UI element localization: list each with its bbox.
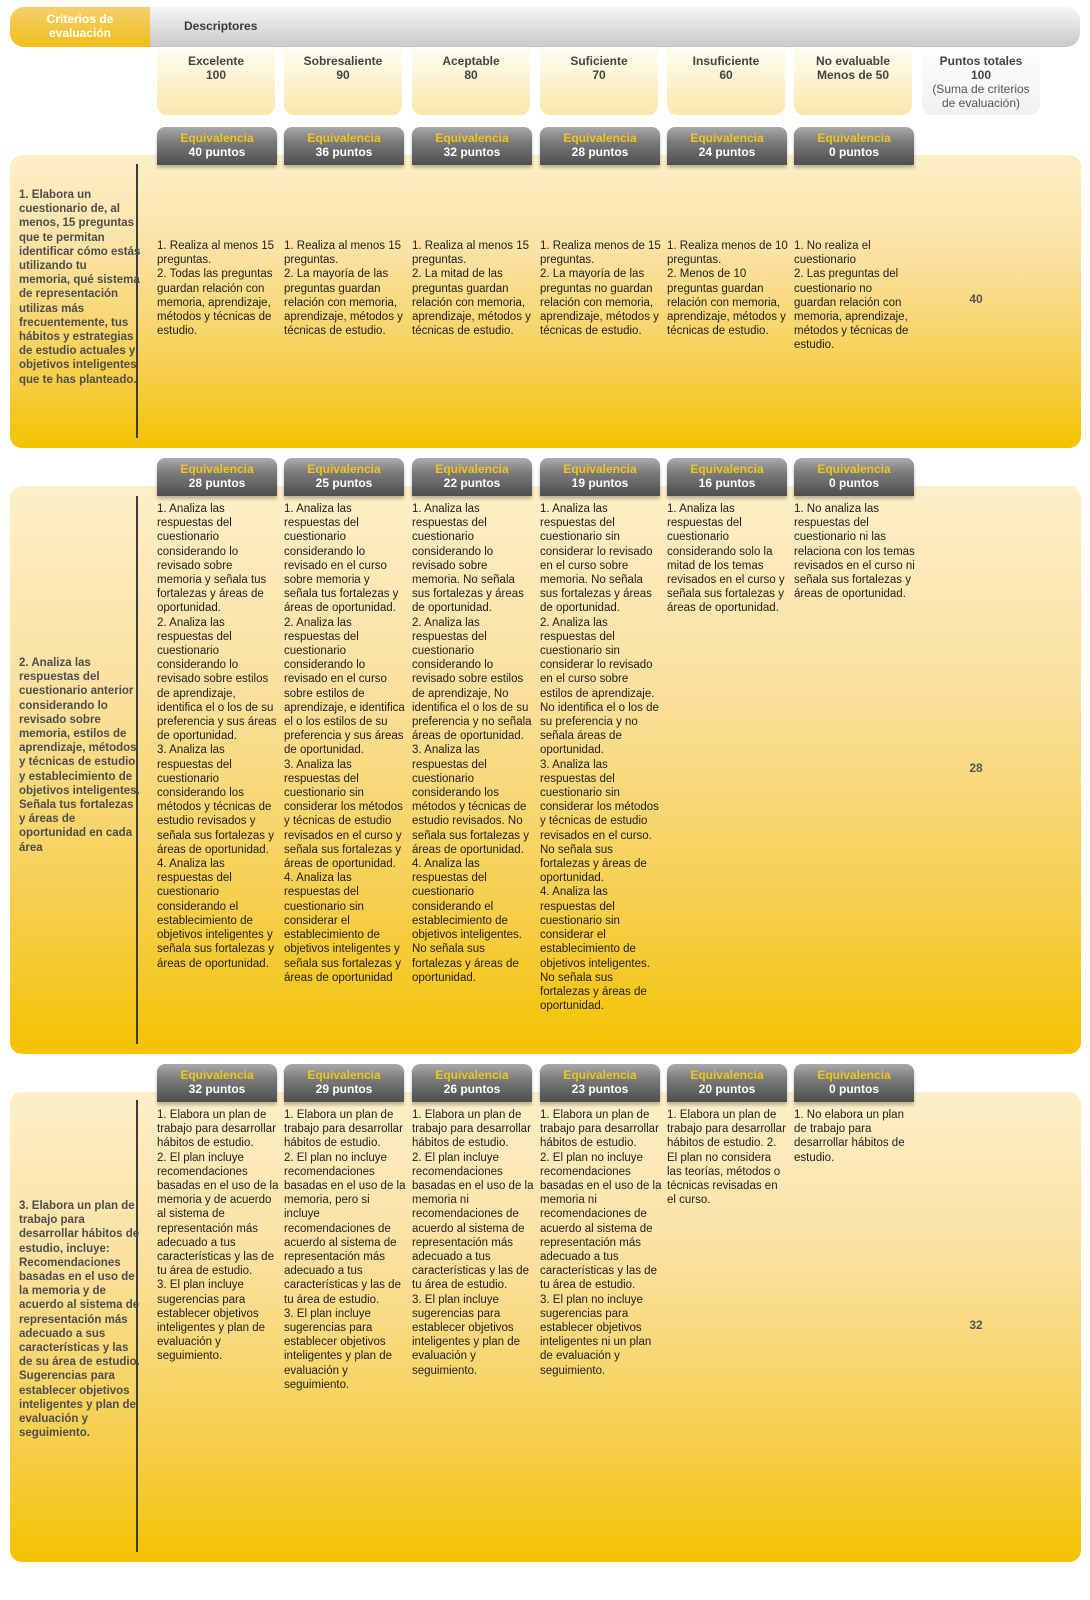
descriptor-cell: 1. No analiza las respuestas del cuestionario ni las relaciona con los temas revisados en el curso ni señala sus fortalezas y áreas de oportunidad. [794, 503, 915, 601]
equivalence-points: 36 puntos [315, 145, 373, 159]
descriptors-header-label: Descriptores [184, 19, 258, 33]
equivalence-points: 24 puntos [698, 145, 756, 159]
equivalence-tab [157, 127, 277, 165]
equivalence-points: 19 puntos [571, 476, 629, 490]
criterion-text: 3. Elabora un plan de trabajo para desarrollar hábitos de estudio, incluye: Recomendaciones basadas en el uso de la memoria y de acuerdo al sistema de representación más adecuado a sus características y las de su área de estudio. Sugerencias para establecer objetivos inteligentes y plan de evaluación y seguimiento. [19, 1200, 140, 1440]
equivalence-points: 32 puntos [188, 1082, 246, 1096]
equivalence-tab [794, 127, 914, 165]
descriptor-cell: 1. Realiza menos de 15 preguntas. 2. La mayoría de las preguntas no guardan relación con memoria, aprendizaje, métodos y técnicas de estudio. [540, 240, 661, 338]
level-name: Aceptable [442, 54, 500, 68]
equivalence-tab [284, 127, 404, 165]
level-name: Suficiente [570, 54, 628, 68]
descriptor-cell: 1. Realiza al menos 15 preguntas. 2. La mitad de las preguntas guardan relación con memoria, aprendizaje, métodos y técnicas de estudio. [412, 240, 531, 338]
equivalence-points: 28 puntos [571, 145, 629, 159]
equivalence-tab [284, 458, 404, 496]
level-name: Sobresaliente [303, 54, 383, 68]
criterion-text: 2. Analiza las respuestas del cuestionario anterior considerando lo revisado sobre memoria, estilos de aprendizaje, métodos y técnicas de estudio y establecimiento de objetivos inteligentes. Señala tus fortalezas y áreas de oportunidad en cada área [19, 657, 140, 854]
descriptor-cell: 1. Realiza al menos 15 preguntas. 2. Todas las preguntas guardan relación con memoria, aprendizaje, métodos y técnicas de estudio. [157, 240, 274, 338]
equivalence-label: Equivalencia [563, 1068, 637, 1082]
equivalence-points: 28 puntos [188, 476, 246, 490]
equivalence-points: 20 puntos [698, 1082, 756, 1096]
equivalence-tab [412, 127, 532, 165]
descriptor-cell: 1. Elabora un plan de trabajo para desarrollar hábitos de estudio. 2. El plan no considera las teorías, métodos o técnicas revisadas en el curso. [667, 1109, 786, 1207]
equivalence-label: Equivalencia [563, 131, 637, 145]
equivalence-points: 16 puntos [698, 476, 756, 490]
equivalence-tab [794, 458, 914, 496]
equivalence-tab [157, 1064, 277, 1102]
equivalence-tab [540, 1064, 660, 1102]
descriptor-cell: 1. Elabora un plan de trabajo para desarrollar hábitos de estudio. 2. El plan no incluye recomendaciones basadas en el uso de la memoria, pero si incluye recomendaciones de acuerdo al sistema de representación más adecuado a tus características y las de tu área de estudio. 3. El plan incluye sugerencias para establecer objetivos inteligentes y plan de evaluación y seguimiento. [284, 1109, 406, 1391]
level-name: No evaluable [815, 54, 891, 68]
equivalence-points: 25 puntos [315, 476, 373, 490]
descriptor-cell: 1. Realiza al menos 15 preguntas. 2. La mayoría de las preguntas guardan relación con memoria, aprendizaje, métodos y técnicas de estudio. [284, 240, 403, 338]
equivalence-tab [412, 1064, 532, 1102]
equivalence-points: 0 puntos [829, 145, 879, 159]
equivalence-points: 29 puntos [315, 1082, 373, 1096]
equivalence-points: 22 puntos [443, 476, 501, 490]
equivalence-tab [667, 1064, 787, 1102]
level-value: 100 [205, 68, 227, 82]
criterion-total: 32 [969, 1318, 983, 1332]
equivalence-label: Equivalencia [307, 1068, 381, 1082]
criterion-total: 28 [969, 761, 983, 775]
equivalence-label: Equivalencia [690, 1068, 764, 1082]
equivalence-points: 26 puntos [443, 1082, 501, 1096]
equivalence-points: 23 puntos [571, 1082, 629, 1096]
descriptor-cell: 1. No elabora un plan de trabajo para desarrollar hábitos de estudio. [794, 1109, 905, 1164]
equivalence-points: 40 puntos [188, 145, 246, 159]
criteria-header [10, 7, 150, 47]
equivalence-label: Equivalencia [690, 131, 764, 145]
equivalence-tab [540, 458, 660, 496]
descriptor-cell: 1. Realiza menos de 10 preguntas. 2. Menos de 10 preguntas guardan relación con memoria, aprendizaje, métodos y técnicas de estudio. [667, 240, 788, 338]
totals-header [922, 47, 1040, 115]
criterion-total: 40 [969, 292, 983, 306]
equivalence-label: Equivalencia [563, 462, 637, 476]
equivalence-label: Equivalencia [435, 1068, 509, 1082]
equivalence-tab [667, 127, 787, 165]
level-name: Excelente [187, 54, 245, 68]
descriptor-cell: 1. Elabora un plan de trabajo para desarrollar hábitos de estudio. 2. El plan incluye recomendaciones basadas en el uso de la memoria ni recomendaciones de acuerdo al sistema de representación más adecuado a tus características y las de tu área de estudio. 3. El plan incluye sugerencias para establecer objetivos inteligentes y plan de evaluación y seguimiento. [412, 1109, 534, 1377]
descriptor-cell: 1. Analiza las respuestas del cuestionario sin considerar lo revisado en el curso sobre memoria. No señala sus fortalezas y áreas de oportunidad. 2. Analiza las respuestas del cuestionario sin considerar lo revisado en el curso sobre estilos de aprendizaje. No identifica el o los de su preferencia y no señala áreas de oportunidad. 3. Analiza las respuestas del cuestionario sin considerar los métodos y técnicas de estudio revisados en el curso. No señala sus fortalezas y áreas de oportunidad. 4. Analiza las respuestas del cuestionario sin considerar el establecimiento de objetivos inteligentes. No señala sus fortalezas y áreas de oportunidad. [540, 503, 659, 1013]
level-header-suficiente [540, 47, 658, 115]
level-value: 70 [592, 68, 606, 82]
equivalence-label: Equivalencia [690, 462, 764, 476]
equivalence-label: Equivalencia [307, 131, 381, 145]
descriptor-cell: 1. Analiza las respuestas del cuestionario considerando solo la mitad de los temas revisados en el curso y señala sus fortalezas y áreas de oportunidad. [667, 503, 785, 615]
equivalence-points: 0 puntos [829, 476, 879, 490]
equivalence-label: Equivalencia [817, 462, 891, 476]
equivalence-label: Equivalencia [180, 462, 254, 476]
level-value: 60 [719, 68, 733, 82]
criterion-text: 1. Elabora un cuestionario de, al menos, 15 preguntas que te permitan identificar cómo estás utilizando tu memoria, qué sistema de representación utilizas más frecuentemente, tus hábitos y estrategias de estudio actuales y objetivos inteligentes que te has planteado. [19, 189, 141, 386]
totals-title: Puntos totales [939, 54, 1023, 68]
equivalence-tab [794, 1064, 914, 1102]
descriptor-cell: 1. Analiza las respuestas del cuestionario considerando lo revisado sobre memoria y señala tus fortalezas y áreas de oportunidad. 2. Analiza las respuestas del cuestionario considerando lo revisado sobre estilos de aprendizaje, identifica el o los de su preferencia y sus áreas de oportunidad. 3. Analiza las respuestas del cuestionario considerando los métodos y técnicas de estudio revisados y señala sus fortalezas y áreas de oportunidad. 4. Analiza las respuestas del cuestionario considerando el establecimiento de objetivos inteligentes y señala sus fortalezas y áreas de oportunidad. [157, 503, 277, 970]
equivalence-label: Equivalencia [817, 131, 891, 145]
level-value: 80 [464, 68, 478, 82]
descriptor-cell: 1. No realiza el cuestionario 2. Las preguntas del cuestionario no guardan relación con memoria, aprendizaje, métodos y técnicas de estudio. [794, 240, 909, 352]
totals-value: 100 [970, 68, 992, 82]
equivalence-tab [412, 458, 532, 496]
equivalence-tab [157, 458, 277, 496]
equivalence-points: 0 puntos [829, 1082, 879, 1096]
level-value: Menos de 50 [816, 68, 890, 82]
equivalence-tab [540, 127, 660, 165]
descriptor-cell: 1. Elabora un plan de trabajo para desarrollar hábitos de estudio. 2. El plan incluye recomendaciones basadas en el uso de la memoria y de acuerdo al sistema de representación más adecuado a tus características y las de tu área de estudio. 3. El plan incluye sugerencias para establecer objetivos inteligentes y plan de evaluación y seguimiento. [157, 1109, 279, 1363]
criteria-header-label: Criterios de evaluación [46, 12, 114, 40]
level-value: 90 [336, 68, 350, 82]
equivalence-label: Equivalencia [817, 1068, 891, 1082]
equivalence-label: Equivalencia [180, 131, 254, 145]
equivalence-points: 32 puntos [443, 145, 501, 159]
equivalence-label: Equivalencia [435, 131, 509, 145]
equivalence-label: Equivalencia [435, 462, 509, 476]
level-header-no-evaluable [794, 47, 912, 115]
totals-note: (Suma de criterios de evaluación) [932, 82, 1030, 110]
level-name: Insuficiente [692, 54, 760, 68]
equivalence-tab [667, 458, 787, 496]
level-header-sobresaliente [284, 47, 402, 115]
equivalence-label: Equivalencia [180, 1068, 254, 1082]
level-header-aceptable [412, 47, 530, 115]
descriptor-cell: 1. Analiza las respuestas del cuestionario considerando lo revisado sobre memoria. No señala sus fortalezas y áreas de oportunidad. 2. Analiza las respuestas del cuestionario considerando lo revisado sobre estilos de aprendizaje, No identifica el o los de su preferencia y no señala áreas de oportunidad. 3. Analiza las respuestas del cuestionario considerando los métodos y técnicas de estudio revisados. No señala sus fortalezas y áreas de oportunidad. 4. Analiza las respuestas del cuestionario considerando el establecimiento de objetivos inteligentes. No señala sus fortalezas y áreas de oportunidad. [412, 503, 532, 984]
level-header-insuficiente [667, 47, 785, 115]
descriptor-cell: 1. Elabora un plan de trabajo para desarrollar hábitos de estudio. 2. El plan no incluye recomendaciones basadas en el uso de la memoria ni recomendaciones de acuerdo al sistema de representación más adecuado a tus características y las de tu área de estudio. 3. El plan no incluye sugerencias para establecer objetivos inteligentes ni un plan de evaluación y seguimiento. [540, 1109, 662, 1377]
descriptor-cell: 1. Analiza las respuestas del cuestionario considerando lo revisado en el curso sobre memoria y señala tus fortalezas y áreas de oportunidad. 2. Analiza las respuestas del cuestionario considerando lo revisado en el curso sobre estilos de aprendizaje, e identifica el o los estilos de su preferencia y sus áreas de oportunidad. 3. Analiza las respuestas del cuestionario sin considerar los métodos y técnicas de estudio revisados en el curso y señala sus fortalezas y áreas de oportunidad. 4. Analiza las respuestas del cuestionario sin considerar el establecimiento de objetivos inteligentes y señala sus fortalezas y áreas de oportunidad [284, 503, 405, 984]
equivalence-tab [284, 1064, 404, 1102]
descriptors-header [150, 7, 1080, 47]
level-header-excelente [157, 47, 275, 115]
equivalence-label: Equivalencia [307, 462, 381, 476]
